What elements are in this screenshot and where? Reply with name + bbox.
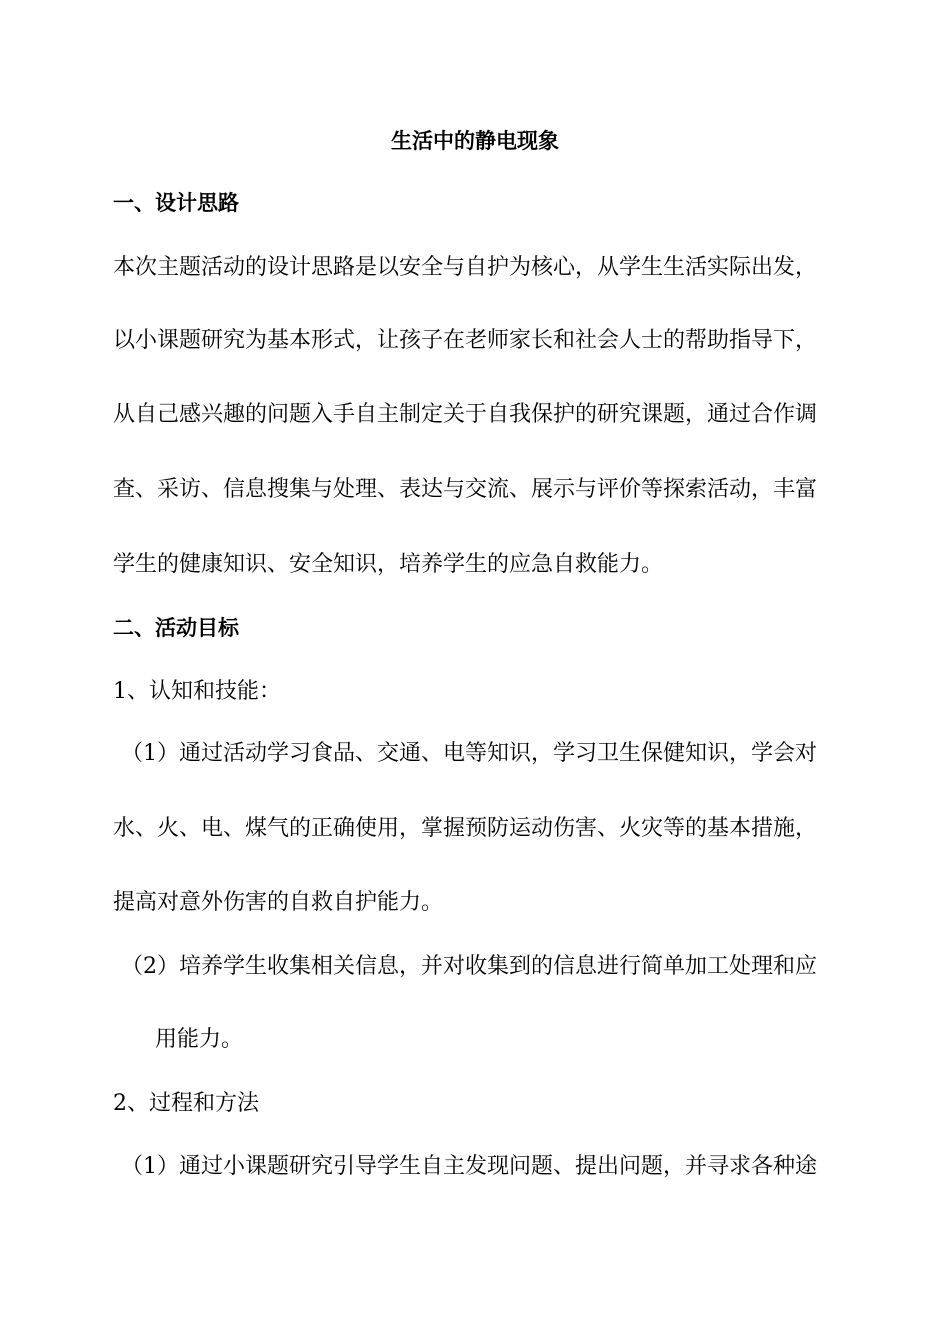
document-title: 生活中的静电现象 bbox=[391, 129, 559, 153]
list-item-line bbox=[121, 739, 817, 769]
list-item-text: 通过小课题研究引导学生自主发现问题、提出问题，并寻求各种途 bbox=[179, 1154, 818, 1179]
paragraph-line: 从自己感兴趣的问题入手自主制定关于自我保护的研究课题，通过合作调 bbox=[113, 402, 818, 427]
subsection-text: 、过程和方法 bbox=[127, 1091, 260, 1116]
subsection-number: 2 bbox=[113, 1091, 127, 1116]
paragraph-line: 本次主题活动的设计思路是以安全与自护为核心，从学生生活实际出发， bbox=[113, 255, 818, 280]
section-heading-design: 一、设计思路 bbox=[113, 191, 239, 215]
subsection-text: 、认知和技能： bbox=[127, 679, 282, 704]
subsection-number: 1 bbox=[113, 679, 127, 704]
list-item-line: 提高对意外伤害的自救自护能力。 bbox=[113, 890, 444, 915]
list-item-text: 培养学生收集相关信息，并对收集到的信息进行简单加工处理和应 bbox=[179, 954, 818, 979]
list-item-line bbox=[121, 1152, 817, 1182]
list-item-prefix: （1） bbox=[121, 1154, 179, 1179]
list-item-text: 通过活动学习食品、交通、电等知识，学习卫生保健知识，学会对 bbox=[179, 741, 818, 766]
paragraph-line: 以小课题研究为基本形式，让孩子在老师家长和社会人士的帮助指导下， bbox=[113, 328, 818, 353]
subsection-label-cognition bbox=[113, 677, 281, 707]
list-item-line: 水、火、电、煤气的正确使用，掌握预防运动伤害、火灾等的基本措施， bbox=[113, 816, 818, 841]
paragraph-line: 学生的健康知识、安全知识，培养学生的应急自救能力。 bbox=[113, 552, 664, 577]
paragraph-line: 查、采访、信息搜集与处理、表达与交流、展示与评价等探索活动，丰富 bbox=[113, 477, 818, 502]
list-item-prefix: （1） bbox=[121, 741, 179, 766]
list-item-line: 用能力。 bbox=[155, 1027, 244, 1052]
section-heading-goals: 二、活动目标 bbox=[113, 616, 239, 640]
list-item-line bbox=[121, 952, 817, 982]
list-item-prefix: （2） bbox=[121, 954, 179, 979]
subsection-label-process bbox=[113, 1089, 259, 1119]
